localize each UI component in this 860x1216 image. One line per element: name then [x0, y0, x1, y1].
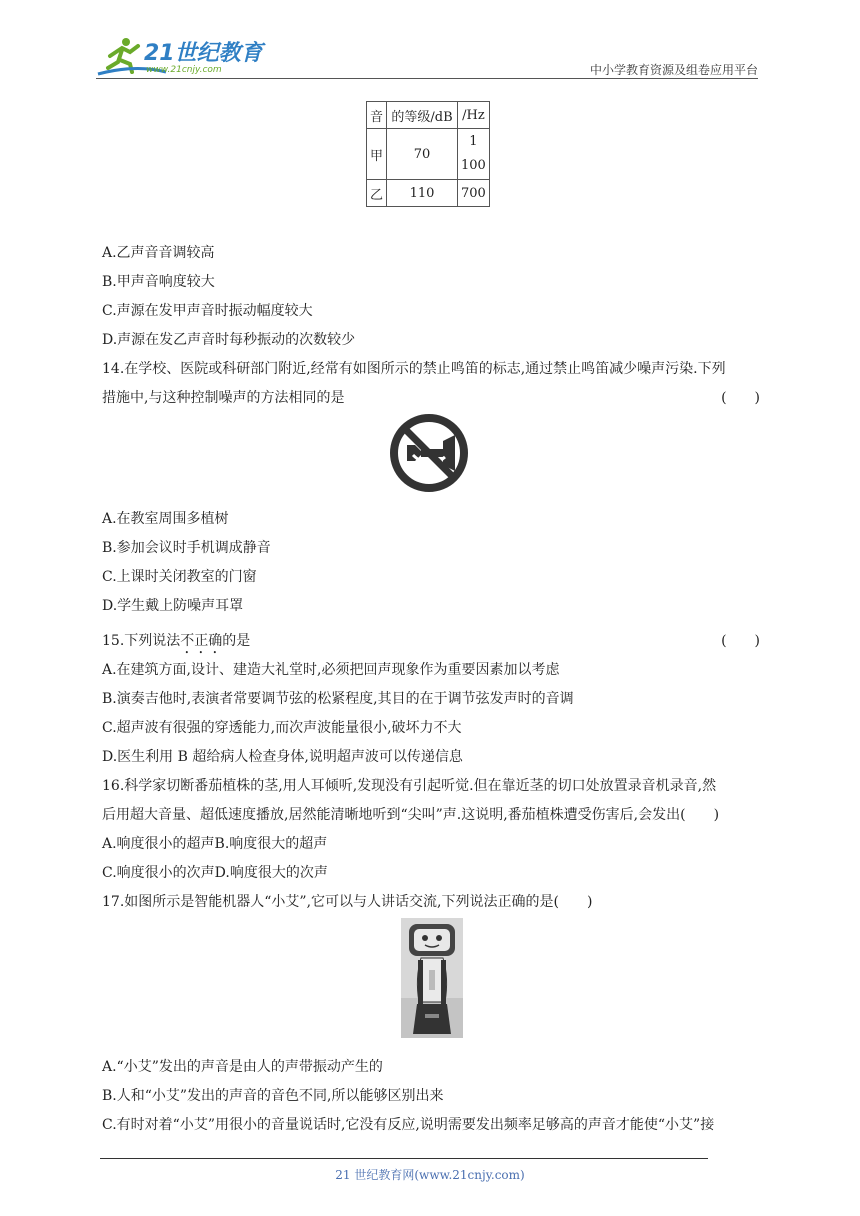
- q15-stem-suffix: 的是: [222, 633, 251, 649]
- q14-option-b: B.参加会议时手机调成静音: [102, 540, 271, 556]
- header-divider: [96, 78, 758, 79]
- q14-option-a: A.在教室周围多植树: [102, 511, 229, 527]
- table-header-cell: 的等级/dB: [387, 102, 458, 129]
- q14-option-d: D.学生戴上防噪声耳罩: [102, 598, 244, 614]
- table-cell: 乙: [367, 180, 387, 207]
- sound-table: [366, 101, 490, 207]
- q14-option-c: C.上课时关闭教室的门窗: [102, 569, 257, 585]
- q15-stem-prefix: 15.下列说法: [102, 633, 181, 649]
- platform-title: 中小学教育资源及组卷应用平台: [589, 63, 758, 77]
- q13-option-b: B.甲声音响度较大: [102, 274, 215, 290]
- page-header: [0, 0, 860, 84]
- table-cell: 甲: [367, 129, 387, 180]
- table-cell: 70: [387, 129, 458, 180]
- q15-option-b: B.演奏吉他时,表演者常要调节弦的松紧程度,其目的在于调节弦发声时的音调: [102, 691, 574, 707]
- svg-text:21世纪教育: 21世纪教育: [144, 41, 263, 66]
- q13-option-a: A.乙声音音调较高: [102, 245, 215, 261]
- no-horn-sign-icon: [389, 413, 469, 493]
- q13-option-c: C.声源在发甲声音时振动幅度较大: [102, 303, 313, 319]
- table-header-cell: 音: [367, 102, 387, 129]
- hz-value-bottom: 100: [461, 158, 486, 173]
- footer-divider: [100, 1158, 708, 1159]
- hz-value-top: 1: [469, 134, 478, 149]
- q15-answer-blank: ( ): [721, 633, 760, 649]
- table-row: [367, 129, 490, 180]
- q16-option-cd: C.响度很小的次声D.响度很大的次声: [102, 865, 328, 881]
- q13-option-d: D.声源在发乙声音时每秒振动的次数较少: [102, 332, 356, 348]
- q17-option-a: A.“小艾”发出的声音是由人的声带振动产生的: [102, 1059, 383, 1075]
- svg-text:www.21cnjy.com: www.21cnjy.com: [146, 65, 222, 75]
- q17-stem: 17.如图所示是智能机器人“小艾”,它可以与人讲话交流,下列说法正确的是( ): [102, 894, 593, 910]
- q15-stem: [102, 630, 250, 657]
- q17-option-c: C.有时对着“小艾”用很小的音量说话时,它没有反应,说明需要发出频率足够高的声音才能使“小艾”接: [102, 1117, 715, 1133]
- q17-option-b: B.人和“小艾”发出的声音的音色不同,所以能够区别出来: [102, 1088, 444, 1104]
- q14-stem-line1: 14.在学校、医院或科研部门附近,经常有如图所示的禁止鸣笛的标志,通过禁止鸣笛减少噪声污染.下列: [102, 361, 726, 377]
- q16-option-ab: A.响度很小的超声B.响度很大的超声: [102, 836, 328, 852]
- q14-stem-line2: 措施中,与这种控制噪声的方法相同的是: [102, 390, 345, 406]
- q15-stem-emphasis: 不正确: [180, 633, 223, 649]
- table-cell: 700: [458, 180, 490, 207]
- table-cell: 110: [387, 180, 458, 207]
- q16-stem-line2: 后用超大音量、超低速度播放,居然能清晰地听到“尖叫”声.这说明,番茄植株遭受伤害后,会发出( ): [102, 807, 720, 823]
- footer-text: 21 世纪教育网(www.21cnjy.com): [335, 1168, 525, 1182]
- q15-option-a: A.在建筑方面,设计、建造大礼堂时,必须把回声现象作为重要因素加以考虑: [102, 662, 560, 678]
- q15-option-d: D.医生利用 B 超给病人检查身体,说明超声波可以传递信息: [102, 749, 463, 765]
- table-header-row: [367, 102, 490, 129]
- robot-photo: [401, 918, 463, 1038]
- site-logo: [96, 34, 266, 78]
- q15-option-c: C.超声波有很强的穿透能力,而次声波能量很小,破坏力不大: [102, 720, 462, 736]
- q14-answer-blank: ( ): [721, 390, 760, 406]
- table-header-cell: /Hz: [458, 102, 490, 129]
- q16-stem-line1: 16.科学家切断番茄植株的茎,用人耳倾听,发现没有引起听觉.但在靠近茎的切口处放置录音机录音,然: [102, 778, 717, 794]
- table-cell: [458, 129, 490, 180]
- table-row: [367, 180, 490, 207]
